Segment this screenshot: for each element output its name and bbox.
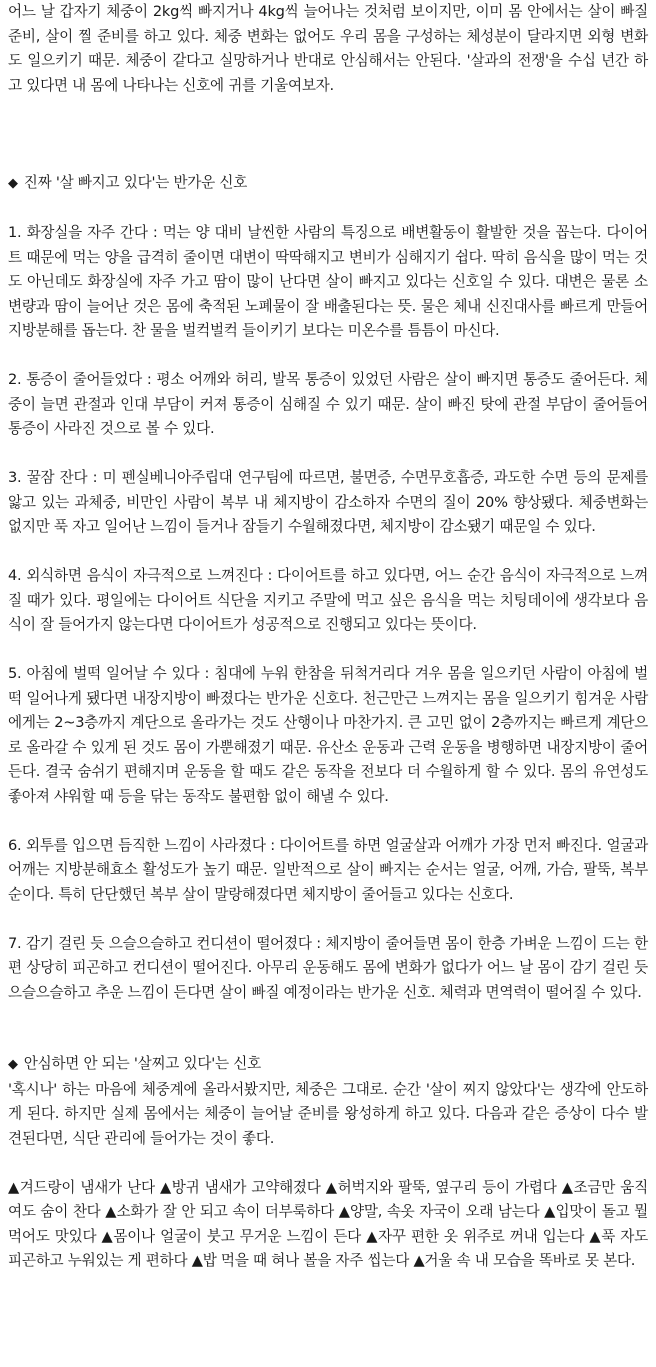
section-heading-text: 진짜 '살 빠지고 있다'는 반가운 신호 <box>23 174 248 191</box>
diamond-bullet-icon: ◆ <box>8 176 18 191</box>
list-item: 3. 꿀잠 잔다 : 미 펜실베니아주립대 연구팀에 따르면, 불면증, 수면무호흡증, 과도한 수면 등의 문제를 앓고 있는 과체중, 비만인 사람이 복부 내 체지방이 감소하자 수면의 질이 20% 향상됐다. 체중변화는 없지만 푹 자고 일어난 느낌이 들거나 잠들기 수월해졌다면, 체지방이 감소됐기 때문일 수 있다. <box>8 469 648 535</box>
list-item: 6. 외투를 입으면 듬직한 느낌이 사라졌다 : 다이어트를 하면 얼굴살과 어깨가 가장 먼저 빠진다. 얼굴과 어깨는 지방분해효소 활성도가 높기 때문. 일반적으로 살이 빠지는 순서는 얼굴, 어깨, 가슴, 팔뚝, 복부 순이다. 특히 단단했던 복부 살이 말랑해졌다면 체지방이 줄어들고 있다는 신호다. <box>8 836 648 903</box>
warning-signs-list: ▲겨드랑이 냄새가 난다 ▲방귀 냄새가 고약해졌다 ▲허벅지와 팔뚝, 옆구리 등이 가렵다 ▲조금만 움직여도 숨이 찬다 ▲소화가 잘 안 되고 속이 더부룩하다 ▲양말, 속옷 자국이 오래 남는다 ▲입맛이 돌고 뭘 먹어도 맛있다 ▲몸이나 얼굴이 붓고 무거운 느낌이 든다 ▲자꾸 편한 옷 위주로 꺼내 입는다 ▲푹 자도 피곤하고 누워있는 게 편하다 ▲밥 먹을 때 혀나 볼을 자주 씹는다 ▲거울 속 내 모습을 똑바로 못 본다. <box>8 1178 648 1269</box>
list-item: 1. 화장실을 자주 간다 : 먹는 양 대비 날씬한 사람의 특징으로 배변활동이 활발한 것을 꼽는다. 다이어트 때문에 먹는 양을 급격히 줄이면 대변이 딱딱해지고 변비가 심해지기 쉽다. 딱히 음식을 많이 먹는 것도 아닌데도 화장실에 자주 가고 땀이 많이 난다면 살이 빠지고 있다는 신호일 수 있다. 대변은 물론 소변량과 땀이 늘어난 것은 몸에 축적된 노폐물이 잘 배출된다는 뜻. 물은 체내 신진대사를 빠르게 만들어 지방분해를 돕는다. 찬 물을 벌컥벌컥 들이키기 보다는 미온수를 틈틈이 마신다. <box>8 224 648 339</box>
section-heading-text: 안심하면 안 되는 '살찌고 있다'는 신호 <box>23 1055 261 1072</box>
section-heading-gaining-weight <box>8 1052 648 1078</box>
list-item: 7. 감기 걸린 듯 으슬으슬하고 컨디션이 떨어졌다 : 체지방이 줄어들면 몸이 한층 가벼운 느낌이 드는 한편 상당히 피곤하고 컨디션이 떨어진다. 아무리 운동해도 몸에 변화가 없다가 어느 날 몸이 감기 걸린 듯 으슬으슬하고 추운 느낌이 든다면 살이 빠질 예정이라는 반가운 신호. 체력과 면역력이 떨어질 수 있다. <box>8 934 648 1001</box>
section-heading-losing-weight <box>8 171 648 197</box>
diamond-bullet-icon: ◆ <box>8 1057 18 1072</box>
section-body-paragraph: '혹시나' 하는 마음에 체중계에 올라서봤지만, 체중은 그대로. 순간 '살이 찌지 않았다'는 생각에 안도하게 된다. 하지만 실제 몸에서는 체중이 늘어날 준비를 왕성하게 하고 있다. 다음과 같은 증상이 다수 발견된다면, 식단 관리에 들어가는 것이 좋다. <box>8 1080 648 1147</box>
intro-paragraph: 어느 날 갑자기 체중이 2kg씩 빠지거나 4kg씩 늘어나는 것처럼 보이지만, 이미 몸 안에서는 살이 빠질 준비, 살이 찔 준비를 하고 있다. 체중 변화는 없어도 우리 몸을 구성하는 체성분이 달라지면 외형 변화도 일으키기 때문. 체중이 같다고 실망하거나 반대로 안심해서는 안된다. '살과의 전쟁'을 수십 년간 하고 있다면 내 몸에 나타나는 신호에 귀를 기울여보자. <box>8 3 648 94</box>
list-item: 4. 외식하면 음식이 자극적으로 느껴진다 : 다이어트를 하고 있다면, 어느 순간 음식이 자극적으로 느껴질 때가 있다. 평일에는 다이어트 식단을 지키고 주말에 먹고 싶은 음식을 먹는 치팅데이에 생각보다 음식이 잘 들어가지 않는다면 다이어트가 성공적으로 진행되고 있다는 뜻이다. <box>8 567 648 633</box>
list-item: 5. 아침에 벌떡 일어날 수 있다 : 침대에 누워 한참을 뒤척거리다 겨우 몸을 일으키던 사람이 아침에 벌떡 일어나게 됐다면 내장지방이 빠졌다는 반가운 신호다. 천근만근 느껴지는 몸을 일으키기 힘겨운 사람에게는 2~3층까지 계단으로 올라가는 것도 산행이나 마찬가지. 큰 고민 없이 2층까지는 빠르게 계단으로 올라갈 수 있게 된 것도 몸이 가뿐해졌기 때문. 유산소 운동과 근력 운동을 병행하면 내장지방이 줄어든다. 결국 숨쉬기 편해지며 운동을 할 때도 같은 동작을 전보다 더 수월하게 할 수 있다. 몸의 유연성도 좋아져 샤워할 때 등을 닦는 동작도 불편함 없이 해낼 수 있다. <box>8 665 648 805</box>
list-item: 2. 통증이 줄어들었다 : 평소 어깨와 허리, 발목 통증이 있었던 사람은 살이 빠지면 통증도 줄어든다. 체중이 늘면 관절과 인대 부담이 커져 통증이 심해질 수 있기 때문. 살이 빠진 탓에 관절 부담이 줄어들어 통증이 사라진 것으로 볼 수 있다. <box>8 371 648 437</box>
